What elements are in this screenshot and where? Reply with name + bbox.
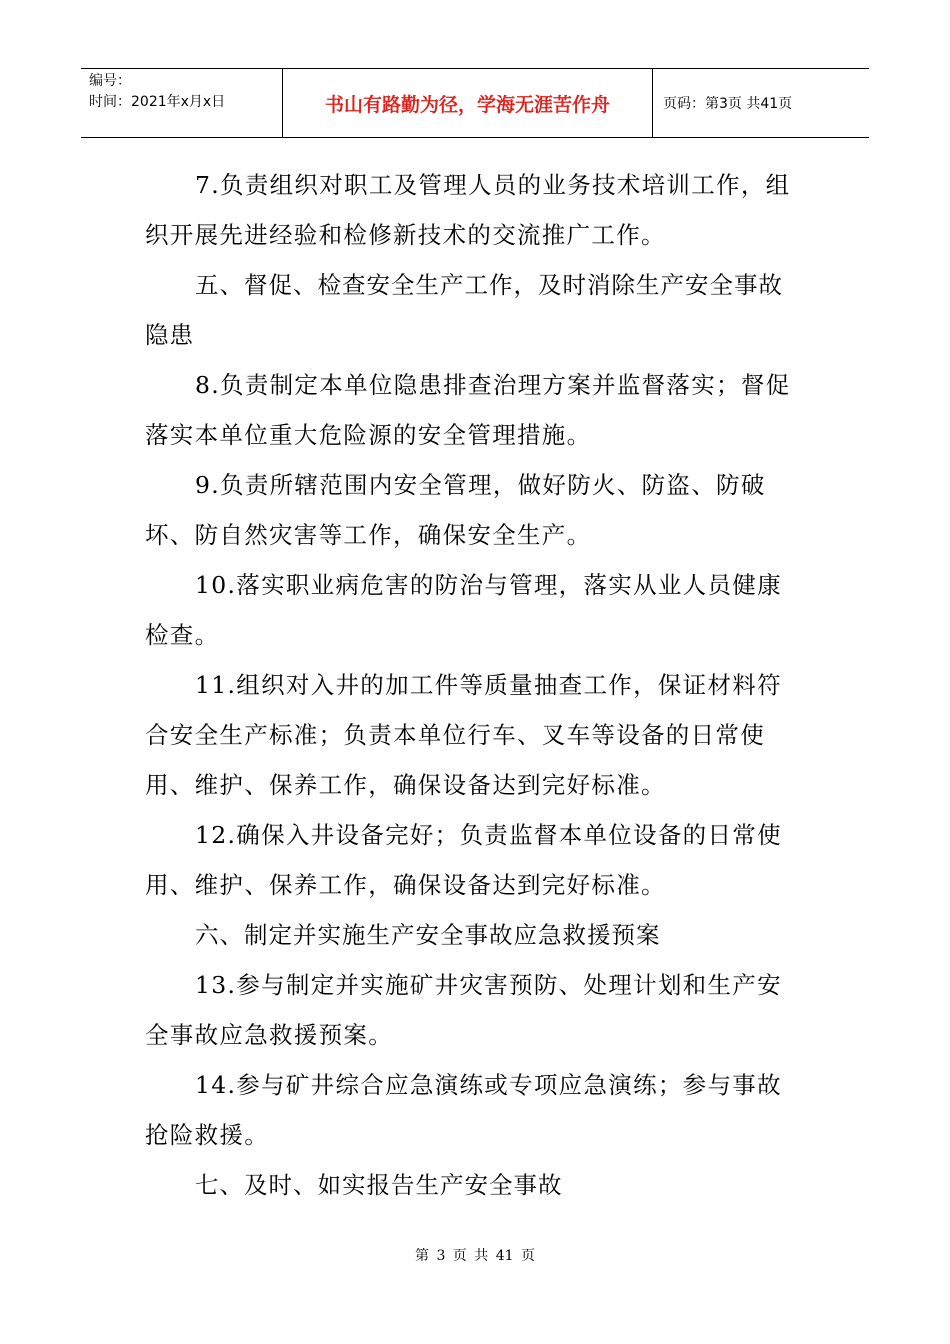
paragraph-12: 12.确保入井设备完好；负责监督本单位设备的日常使用、维护、保养工作，确保设备达到完好标准。 xyxy=(145,821,782,899)
paragraph-13: 13.参与制定并实施矿井灾害预防、处理计划和生产安全事故应急救援预案。 xyxy=(145,971,782,1049)
paragraph-9: 9.负责所辖范围内安全管理，做好防火、防盗、防破坏、防自然灾害等工作，确保安全生产。 xyxy=(145,471,766,549)
document-date: 时间：2021年x月x日 xyxy=(89,94,226,110)
header-motto: 书山有路勤为径，学海无涯苦作舟 xyxy=(283,69,653,137)
page-header xyxy=(81,68,869,138)
paragraph-10: 10.落实职业病危害的防治与管理，落实从业人员健康检查。 xyxy=(145,571,782,649)
document-body xyxy=(145,160,800,1210)
section-heading-5: 五、督促、检查安全生产工作，及时消除生产安全事故隐患 xyxy=(145,271,783,349)
document-number-label: 编号： xyxy=(89,73,131,89)
header-meta-cell xyxy=(81,69,283,137)
section-heading-7: 七、及时、如实报告生产安全事故 xyxy=(195,1171,563,1199)
paragraph-14: 14.参与矿井综合应急演练或专项应急演练；参与事故抢险救援。 xyxy=(145,1071,782,1149)
paragraph-8: 8.负责制定本单位隐患排查治理方案并监督落实；督促落实本单位重大危险源的安全管理措施。 xyxy=(145,371,791,449)
section-heading-6: 六、制定并实施生产安全事故应急救援预案 xyxy=(195,921,661,949)
paragraph-7: 7.负责组织对职工及管理人员的业务技术培训工作，组织开展先进经验和检修新技术的交流推广工作。 xyxy=(145,171,791,249)
header-page-info: 页码：第3页 共41页 xyxy=(663,96,793,112)
paragraph-11: 11.组织对入井的加工件等质量抽查工作，保证材料符合安全生产标准；负责本单位行车、叉车等设备的日常使用、维护、保养工作，确保设备达到完好标准。 xyxy=(145,671,782,799)
page-footer: 第 3 页 共 41 页 xyxy=(415,1248,535,1264)
